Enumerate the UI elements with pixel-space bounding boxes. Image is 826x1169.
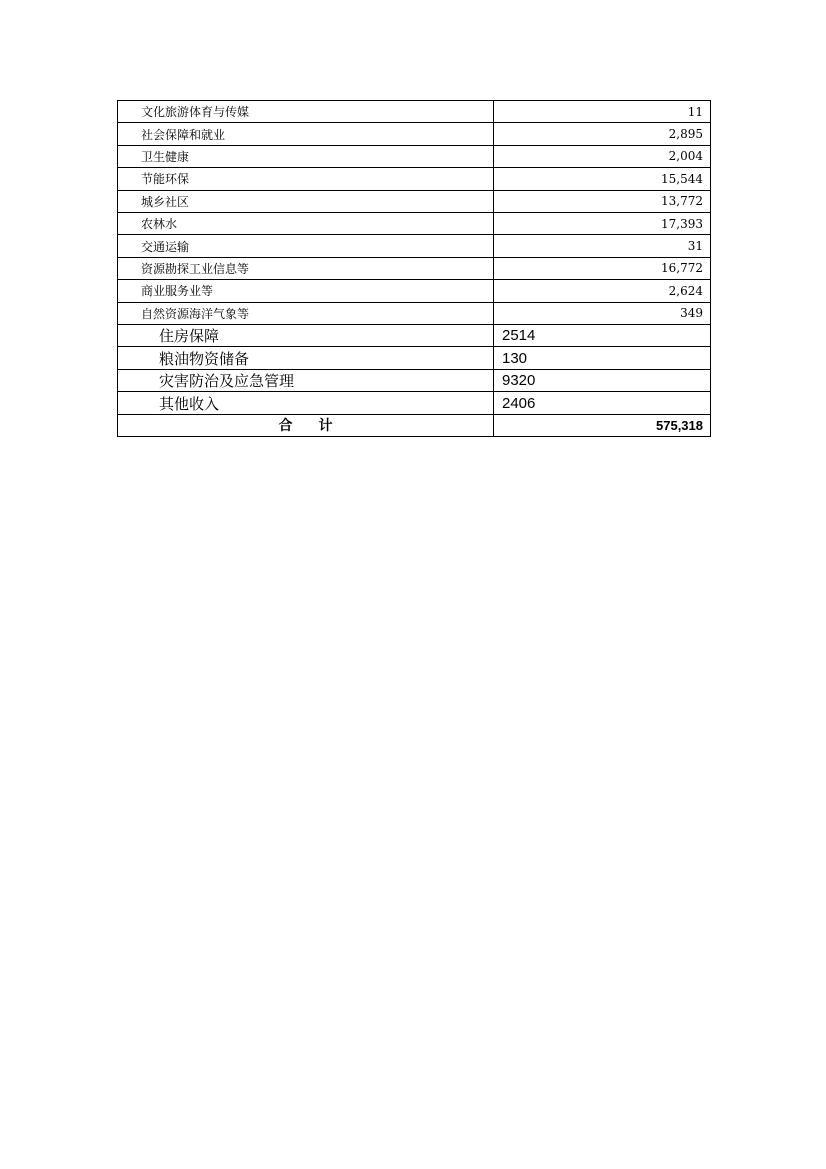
row-name: 住房保障	[118, 324, 494, 347]
row-name: 其他收入	[118, 392, 494, 415]
table-row	[118, 123, 711, 145]
table-row	[118, 392, 711, 415]
budget-table	[117, 100, 711, 437]
table-row	[118, 101, 711, 123]
table-row	[118, 235, 711, 257]
row-name: 灾害防治及应急管理	[118, 369, 494, 392]
table-row	[118, 168, 711, 190]
row-name: 社会保障和就业	[118, 123, 494, 145]
row-value: 2,004	[494, 145, 711, 167]
row-value: 31	[494, 235, 711, 257]
row-name: 城乡社区	[118, 190, 494, 212]
table-row	[118, 347, 711, 370]
total-label: 合计	[118, 414, 494, 436]
table-row	[118, 369, 711, 392]
row-name: 交通运输	[118, 235, 494, 257]
table-row	[118, 280, 711, 302]
total-row	[118, 414, 711, 436]
row-name: 文化旅游体育与传媒	[118, 101, 494, 123]
table-row	[118, 302, 711, 324]
row-name: 卫生健康	[118, 145, 494, 167]
row-value: 11	[494, 101, 711, 123]
total-value: 575,318	[494, 414, 711, 436]
table-row	[118, 324, 711, 347]
row-value: 349	[494, 302, 711, 324]
row-value: 13,772	[494, 190, 711, 212]
row-value: 2,624	[494, 280, 711, 302]
row-value: 2,895	[494, 123, 711, 145]
table-row	[118, 145, 711, 167]
row-name: 农林水	[118, 212, 494, 234]
row-name: 资源勘探工业信息等	[118, 257, 494, 279]
table-row	[118, 212, 711, 234]
row-name: 商业服务业等	[118, 280, 494, 302]
row-value: 17,393	[494, 212, 711, 234]
row-name: 自然资源海洋气象等	[118, 302, 494, 324]
row-value: 130	[494, 347, 711, 370]
row-value: 15,544	[494, 168, 711, 190]
row-value: 2514	[494, 324, 711, 347]
row-value: 16,772	[494, 257, 711, 279]
table-row	[118, 257, 711, 279]
row-name: 节能环保	[118, 168, 494, 190]
row-value: 2406	[494, 392, 711, 415]
row-value: 9320	[494, 369, 711, 392]
table-row	[118, 190, 711, 212]
row-name: 粮油物资储备	[118, 347, 494, 370]
